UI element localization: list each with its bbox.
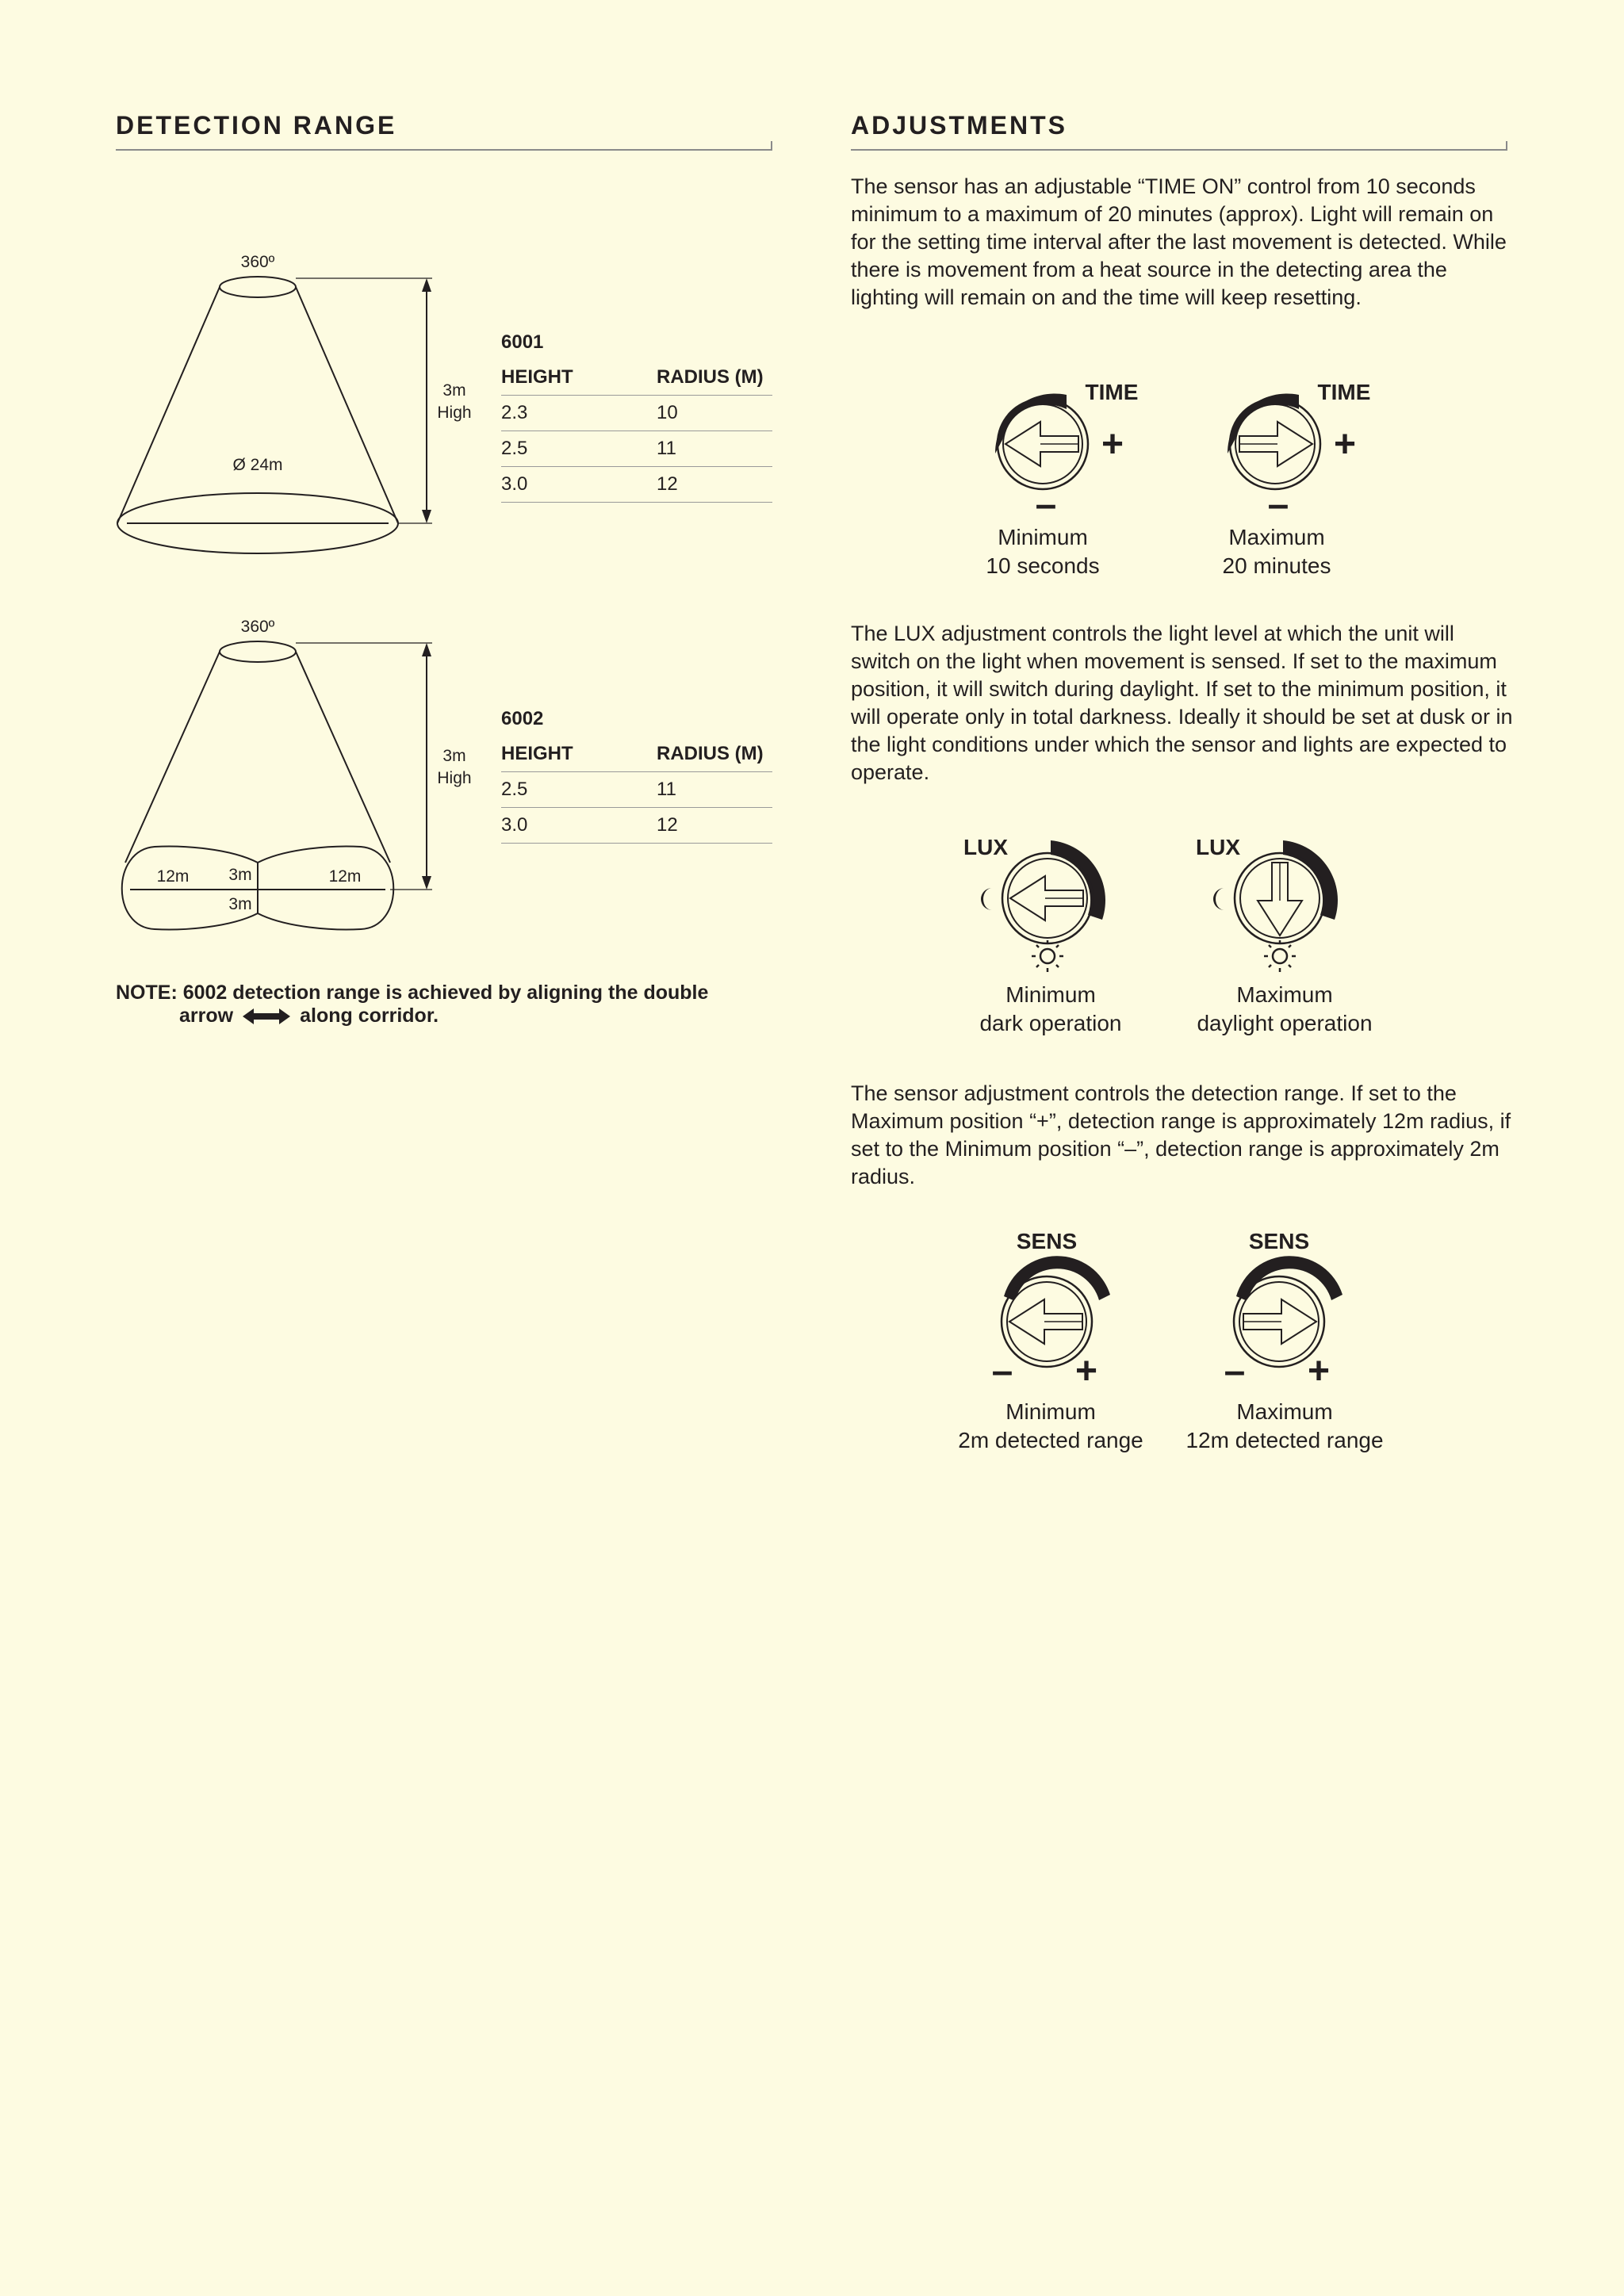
sens-dial-label: SENS xyxy=(1248,1229,1310,1253)
time-maximum-caption xyxy=(1197,523,1356,580)
cone2-height-label-2: High xyxy=(437,769,472,787)
table-cell: 2.3 xyxy=(501,396,657,431)
time-dial-label: TIME xyxy=(1085,380,1139,404)
adjustments-heading-rule xyxy=(851,149,1507,151)
sens-dial-minimum xyxy=(983,1225,1126,1391)
time-dial-plus: + xyxy=(1101,423,1124,465)
sens-dial-maximum xyxy=(1216,1225,1358,1391)
note-arrow-text: arrow xyxy=(179,1004,234,1027)
detection-note xyxy=(116,982,774,1027)
cone1-top-label: 360º xyxy=(240,253,275,271)
cone2-center-label-bottom: 3m xyxy=(228,895,252,913)
lux-dial-maximum xyxy=(1184,825,1358,983)
lux-dial-label: LUX xyxy=(1196,835,1240,859)
cone1-height-label-1: 3m xyxy=(442,381,466,400)
time-dial-maximum xyxy=(1216,365,1371,526)
note-line-1: NOTE: 6002 detection range is achieved by aligning the double xyxy=(116,982,709,1004)
table-header-row xyxy=(501,360,772,396)
table-row xyxy=(501,467,772,503)
sens-minimum-caption xyxy=(948,1398,1154,1455)
table-header-radius: RADIUS (M) xyxy=(657,737,772,772)
table-cell: 2.5 xyxy=(501,431,657,467)
cone2-height-label-1: 3m xyxy=(442,747,466,765)
detection-heading-rule xyxy=(116,149,772,151)
time-dial-label: TIME xyxy=(1317,380,1371,404)
table-6001-title: 6001 xyxy=(501,331,544,353)
sens-dial-plus: + xyxy=(1307,1350,1331,1392)
time-dial-plus: + xyxy=(1333,423,1357,465)
sens-minimum-caption-line-2: 2m detected range xyxy=(958,1428,1143,1452)
lux-dial-minimum xyxy=(952,825,1126,983)
time-maximum-caption-line-2: 20 minutes xyxy=(1222,553,1331,578)
note-corridor-text: along corridor. xyxy=(300,1004,439,1027)
sun-icon xyxy=(1264,940,1296,972)
time-dial-minus: – xyxy=(1035,484,1057,526)
sun-icon xyxy=(1032,940,1063,972)
lux-maximum-caption xyxy=(1182,981,1388,1038)
time-description: The sensor has an adjustable “TIME ON” control from 10 seconds minimum to a maximum of 20 minutes (approx). Light will remain on for the setting time interval after the last movement is detected. While there is movement from a heat source in the detecting area the lighting will remain on and the time will keep resetting. xyxy=(851,174,1507,309)
sens-description: The sensor adjustment controls the detection range. If set to the Maximum position “+”, detection range is approximately 12m radius, if set to the Minimum position “–”, detection range is approximately 2m radius. xyxy=(851,1081,1511,1188)
sens-dial-plus: + xyxy=(1074,1350,1098,1392)
lux-maximum-caption-line-2: daylight operation xyxy=(1197,1011,1373,1035)
cone2-right-edge xyxy=(296,652,390,863)
sens-dial-minus: – xyxy=(1224,1350,1246,1392)
double-arrow-icon xyxy=(243,1008,290,1025)
table-cell: 12 xyxy=(657,467,772,503)
time-minimum-caption xyxy=(963,523,1122,580)
sens-dial-label: SENS xyxy=(1016,1229,1078,1253)
table-6001 xyxy=(501,360,772,503)
cone1-left-edge xyxy=(117,287,220,523)
sens-maximum-caption xyxy=(1174,1398,1396,1455)
table-6002 xyxy=(501,737,772,844)
cone1-top-ellipse xyxy=(220,277,296,297)
table-row xyxy=(501,431,772,467)
cone2-top-ellipse xyxy=(220,641,296,662)
table-row xyxy=(501,808,772,844)
lux-maximum-caption-line-1: Maximum xyxy=(1236,982,1333,1007)
table-cell: 3.0 xyxy=(501,808,657,844)
table-cell: 10 xyxy=(657,396,772,431)
sens-maximum-caption-line-1: Maximum xyxy=(1236,1399,1333,1424)
lux-description: The LUX adjustment controls the light level at which the unit will switch on the light when movement is sensed. If set to the maximum position, it will switch during daylight. If set to the minimum position, it will operate only in total darkness. Ideally it should be set at dusk or in the light conditions under which the sensor and lights are expected to operate. xyxy=(851,622,1513,784)
table-row xyxy=(501,396,772,431)
cone2-arrowhead-down xyxy=(422,876,431,890)
table-cell: 3.0 xyxy=(501,467,657,503)
cone2-arrowhead-up xyxy=(422,643,431,656)
sens-minimum-caption-line-1: Minimum xyxy=(1005,1399,1096,1424)
table-header-row xyxy=(501,737,772,772)
cone1-arrowhead-down xyxy=(422,510,431,523)
cone1-arrowhead-up xyxy=(422,278,431,292)
adjustments-heading: ADJUSTMENTS xyxy=(851,111,1068,140)
lux-minimum-caption-line-1: Minimum xyxy=(1005,982,1096,1007)
adjustments-heading-rule-tick xyxy=(1506,141,1507,151)
moon-icon xyxy=(981,888,992,910)
lux-dial-label: LUX xyxy=(963,835,1008,859)
cone2-left-edge xyxy=(125,652,220,863)
table-cell: 11 xyxy=(657,431,772,467)
cone2-top-label: 360º xyxy=(240,618,275,636)
table-cell: 2.5 xyxy=(501,772,657,808)
lux-minimum-caption-line-2: dark operation xyxy=(979,1011,1122,1035)
cone2-left-label: 12m xyxy=(156,867,190,886)
cone-6002-diagram xyxy=(111,610,484,943)
detection-range-heading: DETECTION RANGE xyxy=(116,111,397,140)
table-header-height: HEIGHT xyxy=(501,737,657,772)
cone2-center-label-top: 3m xyxy=(228,866,252,884)
detection-heading-rule-tick xyxy=(771,141,772,151)
time-minimum-caption-line-2: 10 seconds xyxy=(986,553,1100,578)
sens-maximum-caption-line-2: 12m detected range xyxy=(1185,1428,1384,1452)
table-6002-title: 6002 xyxy=(501,708,544,729)
cone1-height-label-2: High xyxy=(437,404,472,422)
time-minimum-caption-line-1: Minimum xyxy=(998,525,1088,549)
moon-icon xyxy=(1213,888,1224,910)
time-dial-minimum xyxy=(983,365,1139,526)
table-header-radius: RADIUS (M) xyxy=(657,360,772,396)
sens-dial-minus: – xyxy=(991,1350,1013,1392)
cone1-right-edge xyxy=(296,287,398,523)
note-line-2 xyxy=(116,1004,774,1027)
cone2-right-label: 12m xyxy=(328,867,362,886)
table-cell: 11 xyxy=(657,772,772,808)
lux-minimum-caption xyxy=(963,981,1138,1038)
table-cell: 12 xyxy=(657,808,772,844)
table-header-height: HEIGHT xyxy=(501,360,657,396)
cone-6001-diagram xyxy=(111,246,484,571)
cone1-diameter-label: Ø 24m xyxy=(232,456,283,474)
time-maximum-caption-line-1: Maximum xyxy=(1228,525,1325,549)
table-row xyxy=(501,772,772,808)
time-dial-minus: – xyxy=(1267,484,1289,526)
